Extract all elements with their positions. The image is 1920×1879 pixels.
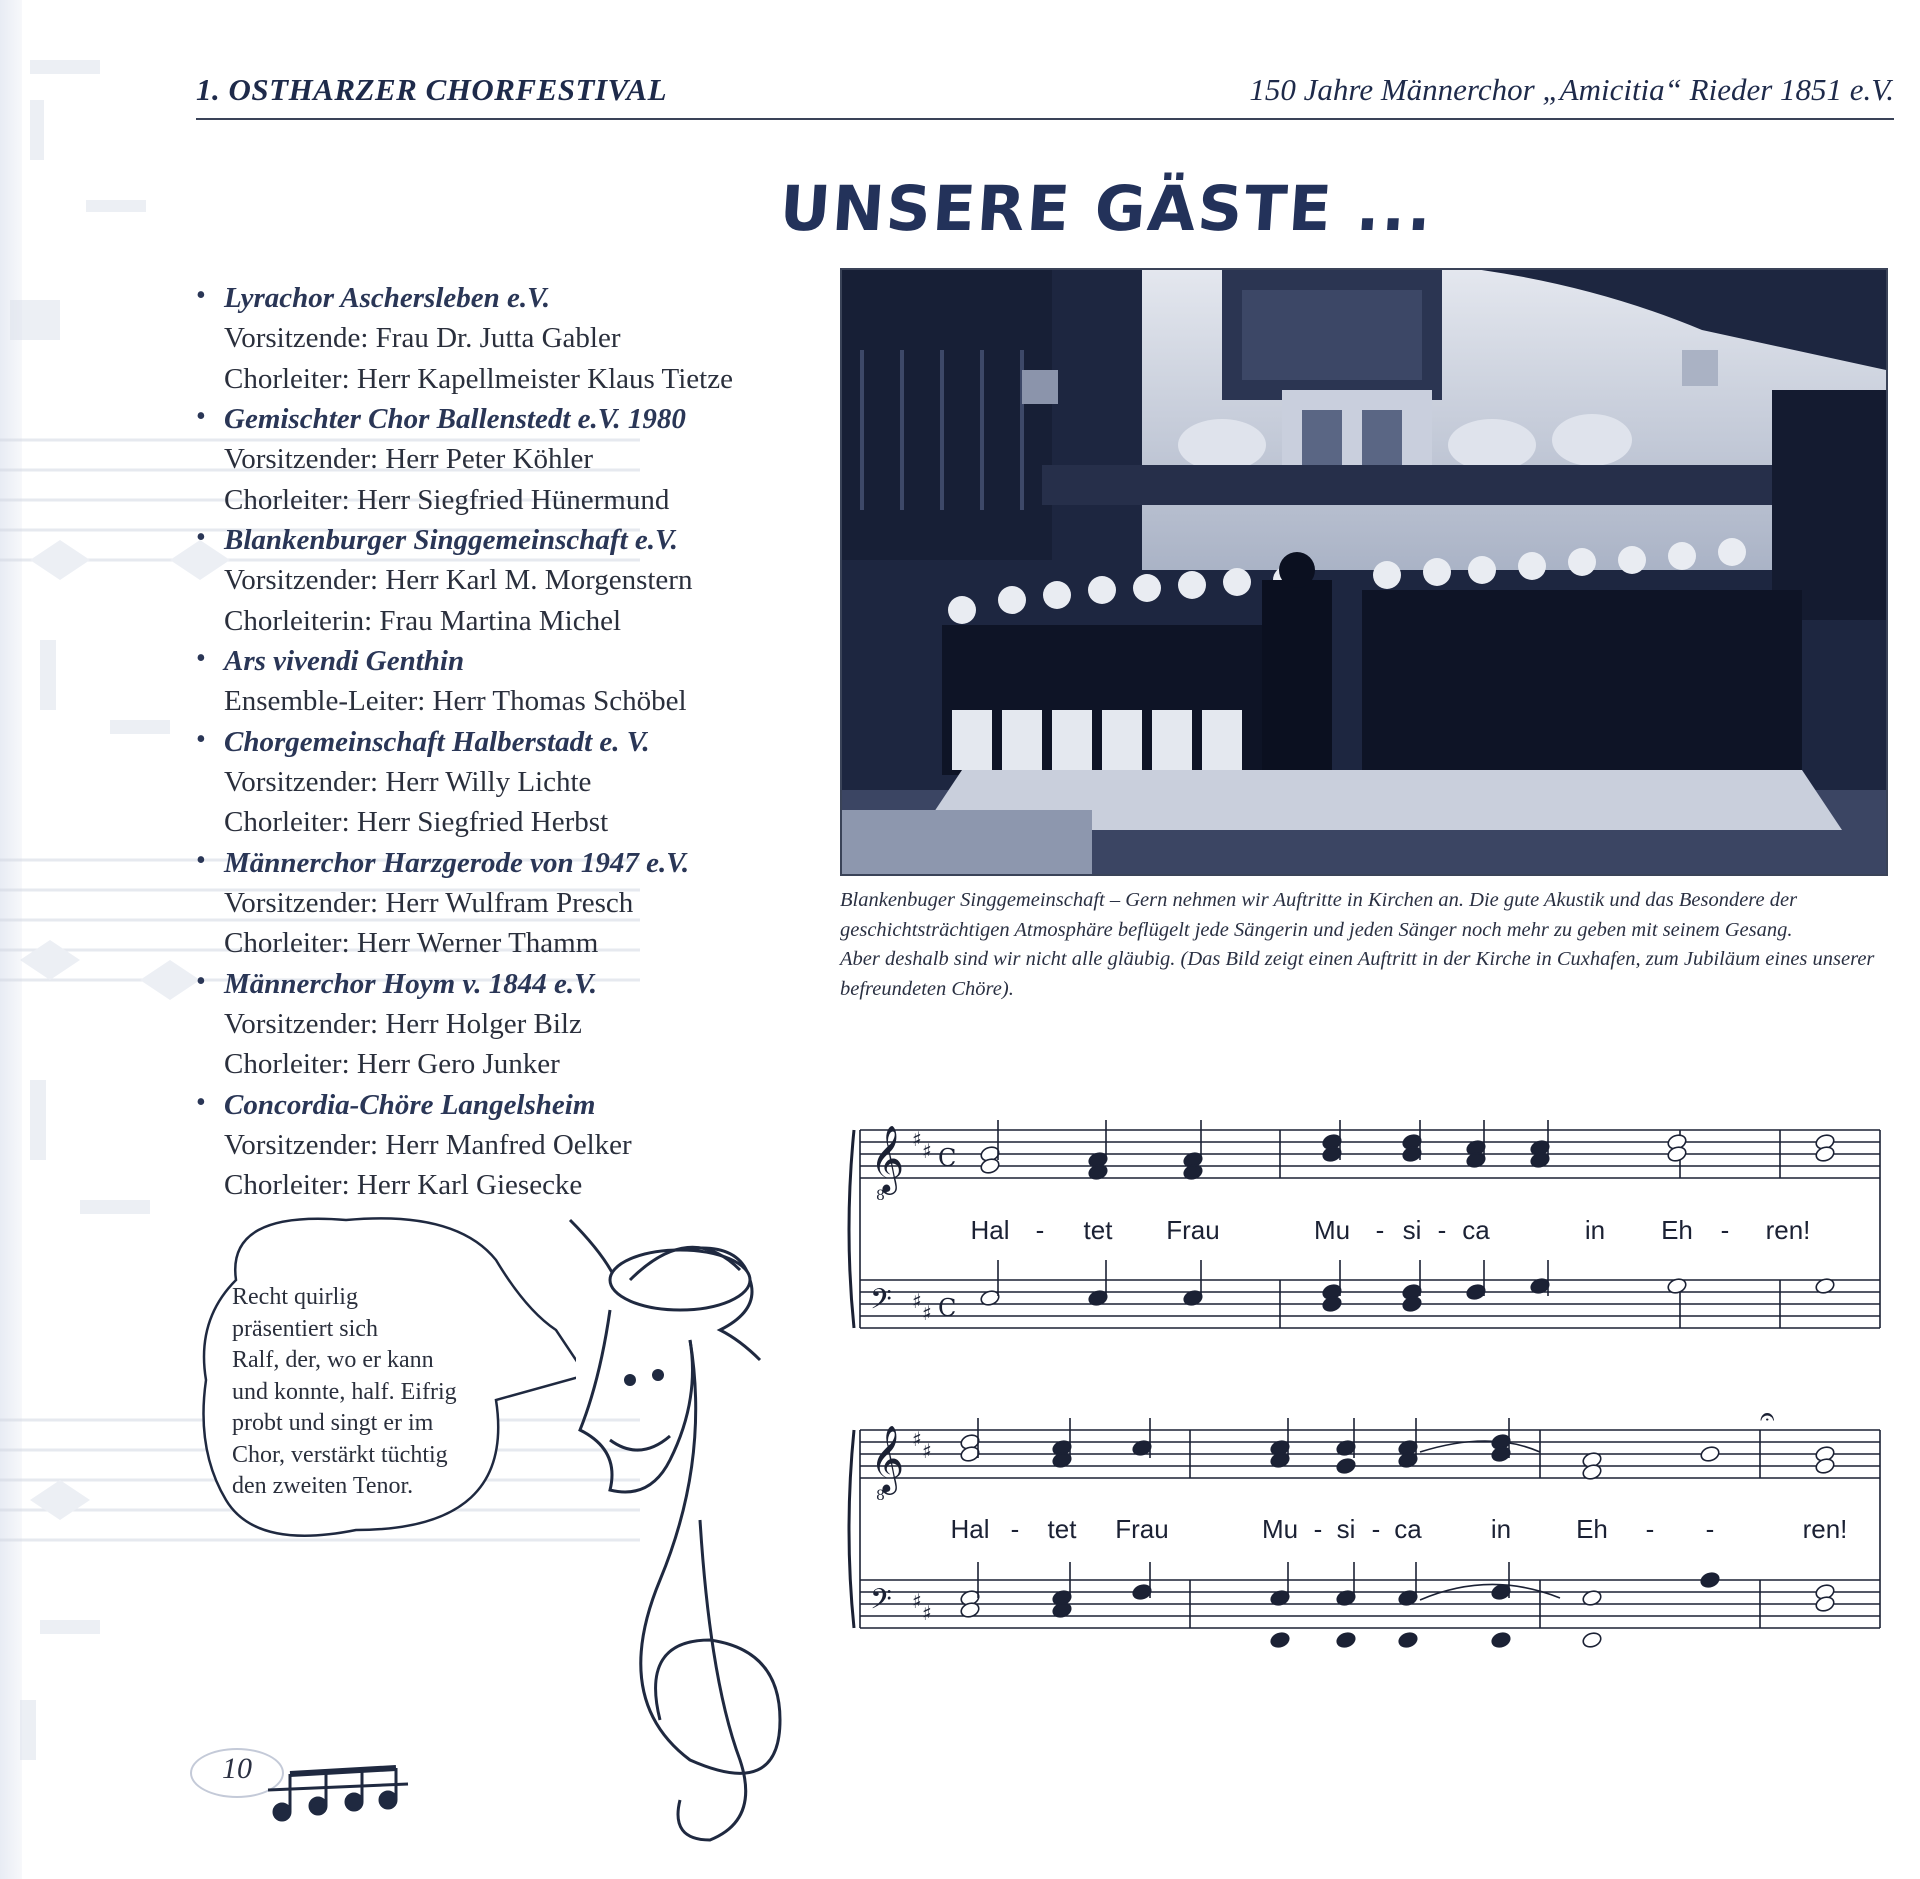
choir-contact-line: Chorleiter: Herr Gero Junker: [224, 1048, 560, 1080]
notehead: [1397, 1631, 1418, 1649]
lyric-syllable: -: [1375, 1215, 1385, 1245]
bass-clef-icon: 𝄢: [870, 1283, 892, 1323]
music-notes-icon: [258, 1760, 418, 1840]
photo-caption: [840, 886, 1884, 1004]
caption-paragraph-2: Aber deshalb sind wir nicht alle gläubig. (Das Bild zeigt einen Auftritt in der Kirche in Cuxhafen, zum Jubiläum eines unserer befreundeten Chöre).: [840, 948, 1875, 1000]
speech-line: den zweiten Tenor.: [232, 1473, 414, 1499]
system2-lyrics: [950, 1514, 1847, 1544]
speech-line: Ralf, der, wo er kann: [232, 1347, 434, 1373]
guest-entry: [196, 722, 816, 843]
guest-entry: [196, 520, 816, 641]
system1-treble-staff: [860, 1130, 1880, 1178]
bullet-icon: •: [196, 643, 206, 674]
guest-entry: [196, 843, 816, 964]
speech-line: Recht quirlig: [232, 1284, 358, 1310]
lyric-syllable: -: [1720, 1215, 1730, 1245]
system2-brace: [849, 1430, 854, 1628]
guest-list: [196, 278, 816, 1206]
lyric-syllable: -: [1371, 1514, 1381, 1544]
speech-line: und konnte, half. Eifrig: [232, 1378, 457, 1405]
clef-octave-mark: 8: [876, 1488, 885, 1504]
choir-contact-line: Chorleiter: Herr Karl Giesecke: [224, 1169, 583, 1201]
choir-contact-line: Chorleiter: Herr Siegfried Herbst: [224, 806, 609, 838]
lyric-syllable: ca: [1394, 1514, 1422, 1544]
system2-treble-staff: [860, 1430, 1880, 1478]
choir-name: Gemischter Chor Ballenstedt e.V. 1980: [224, 403, 686, 435]
guest-entry: [196, 641, 816, 722]
choir-contact-line: Vorsitzender: Herr Peter Köhler: [224, 443, 594, 475]
lyric-syllable: -: [1035, 1215, 1045, 1245]
page-number: 10: [222, 1752, 252, 1785]
lyric-syllable: si: [1402, 1215, 1422, 1245]
lyric-syllable: tet: [1083, 1215, 1113, 1245]
key-signature-sharp: ♯: [912, 1427, 922, 1451]
time-signature: C: [938, 1144, 957, 1172]
guest-entry: [196, 1085, 816, 1206]
lyric-syllable: -: [1645, 1514, 1655, 1544]
guest-entry: [196, 399, 816, 520]
bullet-icon: •: [196, 280, 206, 311]
system1-brace: [849, 1130, 854, 1328]
lyric-syllable: -: [1313, 1514, 1323, 1544]
choir-name: Lyrachor Aschersleben e.V.: [224, 282, 550, 314]
fermata-icon: 𝄐: [1760, 1402, 1775, 1432]
treble-clef-icon: 𝄞: [870, 1124, 905, 1192]
choir-contact-line: Chorleiter: Herr Siegfried Hünermund: [224, 483, 670, 516]
lyric-syllable: -: [1437, 1215, 1447, 1245]
system2-bass-staff: [860, 1580, 1880, 1628]
guest-entry: [196, 964, 816, 1085]
lyric-syllable: -: [1705, 1514, 1715, 1544]
choir-name: Ars vivendi Genthin: [224, 645, 465, 677]
notehead: [1490, 1631, 1511, 1649]
speech-bubble-text: [232, 1282, 512, 1503]
bullet-icon: •: [196, 522, 206, 553]
key-signature-sharp: ♯: [922, 1601, 932, 1625]
treble-clef-icon: 𝄞: [870, 1424, 905, 1492]
choir-name: Concordia-Chöre Langelsheim: [224, 1088, 596, 1121]
bullet-icon: •: [196, 1086, 206, 1118]
choir-contact-line: Vorsitzende: Frau Dr. Jutta Gabler: [224, 322, 621, 354]
lyric-syllable: in: [1490, 1514, 1512, 1544]
notehead: [1699, 1571, 1720, 1589]
lyric-syllable: in: [1584, 1215, 1606, 1245]
notehead: [1335, 1631, 1356, 1649]
clef-octave-mark: 8: [876, 1188, 885, 1204]
speech-line: probt und singt er im: [232, 1410, 434, 1436]
lyric-syllable: Mu: [1313, 1215, 1351, 1245]
notehead: [1581, 1631, 1602, 1649]
sheet-music-score: [840, 1100, 1890, 1740]
key-signature-sharp: ♯: [912, 1289, 922, 1313]
lyric-syllable: Eh: [1661, 1215, 1693, 1245]
choir-contact-line: Vorsitzender: Herr Holger Bilz: [224, 1007, 582, 1040]
key-signature-sharp: ♯: [922, 1301, 932, 1325]
lyric-syllable: ca: [1462, 1215, 1490, 1245]
running-header: [196, 72, 1894, 120]
time-signature: C: [938, 1294, 957, 1322]
caption-paragraph-1: Blankenbuger Singgemeinschaft – Gern nehmen wir Auftritte in Kirchen an. Die gute Akustik und das Besondere der geschichtsträchtigen Atmosphäre beflügelt jede Sängerin und jeden Sänger noch mehr zu geben mit seinem Gesang.: [840, 889, 1798, 941]
guest-entry: [196, 278, 816, 399]
choir-contact-line: Vorsitzender: Herr Willy Lichte: [224, 765, 592, 798]
choir-name: Chorgemeinschaft Halberstadt e. V.: [224, 725, 650, 758]
page-title: UNSERE GÄSTE ...: [777, 172, 1436, 245]
lyric-syllable: Mu: [1261, 1514, 1299, 1544]
lyric-syllable: tet: [1047, 1514, 1077, 1544]
bullet-icon: •: [196, 965, 206, 997]
speech-line: Chor, verstärkt tüchtig: [232, 1441, 448, 1468]
choir-contact-line: Vorsitzender: Herr Manfred Oelker: [224, 1128, 632, 1161]
choir-contact-line: Vorsitzender: Herr Wulfram Presch: [224, 886, 634, 919]
bullet-icon: •: [196, 401, 206, 432]
notehead: [1335, 1457, 1356, 1475]
choir-photo: [840, 268, 1888, 876]
speech-line: präsentiert sich: [232, 1315, 378, 1342]
system1-bass-staff: [860, 1280, 1880, 1328]
key-signature-sharp: ♯: [922, 1139, 932, 1163]
lyric-syllable: Hal: [950, 1514, 990, 1544]
key-signature-sharp: ♯: [912, 1589, 922, 1613]
key-signature-sharp: ♯: [912, 1127, 922, 1151]
bullet-icon: •: [196, 723, 206, 755]
notehead: [1269, 1631, 1290, 1649]
lyric-syllable: si: [1336, 1514, 1356, 1544]
festival-title: 1. OSTHARZER CHORFESTIVAL: [196, 72, 668, 107]
lyric-syllable: Frau: [1166, 1215, 1220, 1245]
lyric-syllable: Eh: [1576, 1514, 1608, 1544]
choir-name: Blankenburger Singgemeinschaft e.V.: [224, 524, 678, 556]
anniversary-title: 150 Jahre Männerchor „Amicitia“ Rieder 1851 e.V.: [1249, 72, 1894, 107]
choir-contact-line: Chorleiter: Herr Kapellmeister Klaus Tietze: [224, 362, 733, 395]
system1-lyrics: [970, 1215, 1810, 1245]
notehead: [1699, 1445, 1720, 1463]
lyric-syllable: ren!: [1802, 1514, 1848, 1544]
choir-photo-illustration: [842, 270, 1886, 874]
treble-clef-character-icon: [540, 1200, 820, 1850]
choir-name: Männerchor Hoym v. 1844 e.V.: [224, 967, 597, 1000]
choir-contact-line: Vorsitzender: Herr Karl M. Morgenstern: [224, 564, 693, 596]
choir-contact-line: Chorleiter: Herr Werner Thamm: [224, 927, 599, 959]
key-signature-sharp: ♯: [922, 1439, 932, 1463]
lyric-syllable: ren!: [1765, 1215, 1811, 1245]
bass-clef-icon: 𝄢: [870, 1583, 892, 1623]
lyric-syllable: -: [1010, 1514, 1020, 1544]
choir-name: Männerchor Harzgerode von 1947 e.V.: [224, 846, 690, 879]
choir-contact-line: Ensemble-Leiter: Herr Thomas Schöbel: [224, 685, 687, 717]
bullet-icon: •: [196, 844, 206, 876]
lyric-syllable: Hal: [970, 1215, 1010, 1245]
choir-contact-line: Chorleiterin: Frau Martina Michel: [224, 604, 622, 637]
lyric-syllable: Frau: [1115, 1514, 1169, 1544]
